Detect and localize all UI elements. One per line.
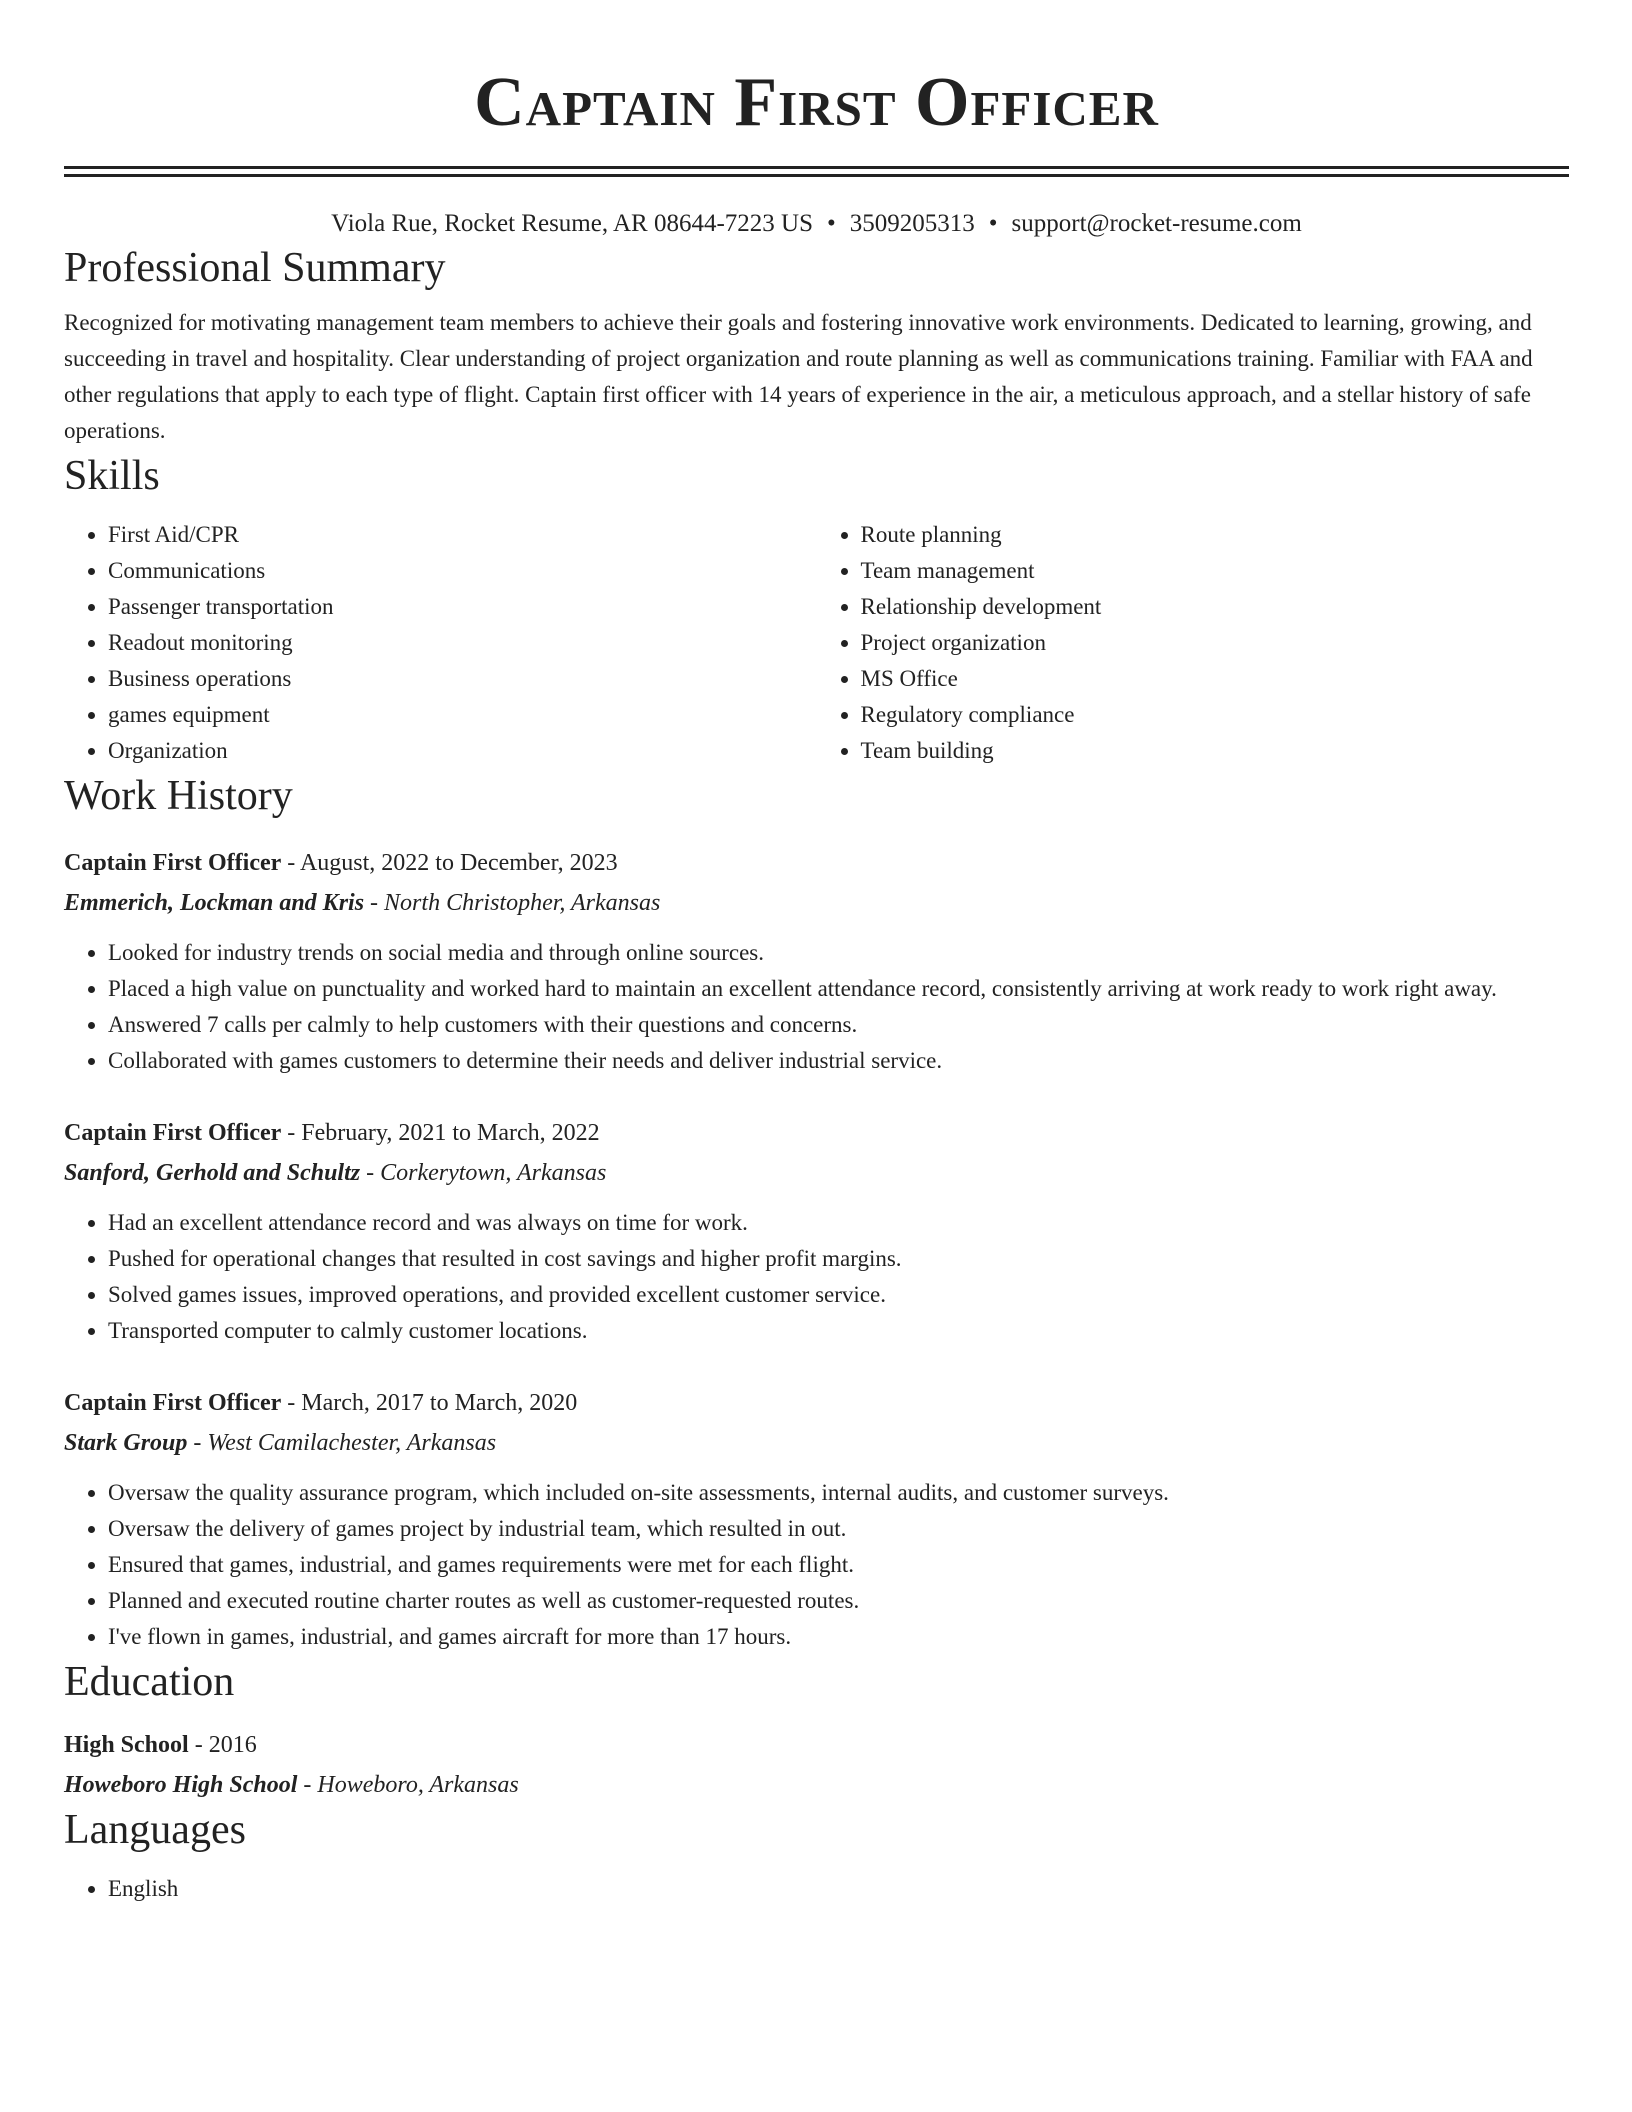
job-duty: • Collaborated with games customers to determine their needs and deliver industrial service. — [108, 1043, 1569, 1079]
summary-heading: Professional Summary — [64, 245, 446, 291]
skill-item: • Route planning — [861, 517, 1570, 553]
job-title-line: Captain First Officer - August, 2022 to December, 2023 — [64, 850, 618, 876]
job-duty: • Oversaw the quality assurance program, which included on-site assessments, internal audits, and customer surveys. — [108, 1475, 1569, 1511]
job-dates: February, 2021 to March, 2022 — [301, 1120, 600, 1146]
skill-item: • Readout monitoring — [108, 625, 817, 661]
skills-left-list — [64, 517, 817, 769]
languages-list — [64, 1871, 1569, 1907]
job-entry — [64, 1385, 1569, 1655]
skills-right-list — [817, 517, 1570, 769]
job-duties-list — [64, 1475, 1569, 1655]
skill-item: • Passenger transportation — [108, 589, 817, 625]
skill-item: • Regulatory compliance — [861, 697, 1570, 733]
skill-item: • Project organization — [861, 625, 1570, 661]
job-title: Captain First Officer — [64, 1390, 282, 1416]
job-company: Sanford, Gerhold and Schultz — [64, 1160, 361, 1186]
job-title: Captain First Officer — [64, 1120, 282, 1146]
contact-line — [64, 207, 1569, 241]
job-company-line: Sanford, Gerhold and Schultz - Corkerytown, Arkansas — [64, 1160, 607, 1186]
job-duty: • Oversaw the delivery of games project by industrial team, which resulted in out. — [108, 1511, 1569, 1547]
job-dates: March, 2017 to March, 2020 — [301, 1390, 578, 1416]
job-title-line: Captain First Officer - March, 2017 to March, 2020 — [64, 1390, 578, 1416]
job-duty: • Solved games issues, improved operations, and provided excellent customer service. — [108, 1277, 1569, 1313]
job-duties-list — [64, 1205, 1569, 1349]
candidate-name: Captain First Officer — [474, 64, 1159, 141]
languages-section — [64, 1871, 1569, 1907]
header-divider — [64, 166, 1569, 177]
job-company: Stark Group — [64, 1430, 188, 1456]
skill-item: • Relationship development — [861, 589, 1570, 625]
job-duty: • Answered 7 calls per calmly to help customers with their questions and concerns. — [108, 1007, 1569, 1043]
skill-item: • Team management — [861, 553, 1570, 589]
skill-item: • Team building — [861, 733, 1570, 769]
work-history-heading: Work History — [64, 773, 293, 819]
education-entry — [64, 1727, 1569, 1803]
education-heading: Education — [64, 1659, 235, 1705]
job-dates: August, 2022 to December, 2023 — [299, 850, 618, 876]
education-degree: High School — [64, 1732, 189, 1758]
education-degree-line: High School - 2016 — [64, 1732, 257, 1758]
contact-separator: • — [826, 210, 836, 237]
education-location: Howeboro, Arkansas — [317, 1772, 519, 1798]
job-location: Corkerytown, Arkansas — [380, 1160, 607, 1186]
skill-item: • Communications — [108, 553, 817, 589]
education-year: 2016 — [208, 1732, 257, 1758]
contact-phone: 3509205313 — [849, 210, 975, 237]
job-duty: • I've flown in games, industrial, and games aircraft for more than 17 hours. — [108, 1619, 1569, 1655]
job-location: North Christopher, Arkansas — [384, 890, 661, 916]
job-duty: • Planned and executed routine charter routes as well as customer-requested routes. — [108, 1583, 1569, 1619]
job-entry — [64, 1115, 1569, 1349]
job-duty: • Had an excellent attendance record and was always on time for work. — [108, 1205, 1569, 1241]
resume-page — [64, 0, 1569, 1907]
education-school-line: Howeboro High School - Howeboro, Arkansas — [64, 1772, 519, 1798]
skills-columns — [64, 517, 1569, 769]
language-item: • English — [108, 1871, 1569, 1907]
job-location: West Camilachester, Arkansas — [207, 1430, 497, 1456]
skill-item: • Business operations — [108, 661, 817, 697]
skill-item: • Organization — [108, 733, 817, 769]
job-duty: • Placed a high value on punctuality and worked hard to maintain an excellent attendance record, consistently arriving at work ready to work right away. — [108, 971, 1569, 1007]
contact-email: support@rocket-resume.com — [1011, 210, 1302, 237]
job-title: Captain First Officer — [64, 850, 282, 876]
education-school: Howeboro High School — [64, 1772, 298, 1798]
job-company: Emmerich, Lockman and Kris — [64, 890, 365, 916]
skill-item: • First Aid/CPR — [108, 517, 817, 553]
contact-separator: • — [988, 210, 998, 237]
skills-heading: Skills — [64, 453, 160, 499]
job-title-line: Captain First Officer - February, 2021 to March, 2022 — [64, 1120, 600, 1146]
job-duty: • Pushed for operational changes that resulted in cost savings and higher profit margins. — [108, 1241, 1569, 1277]
skill-item: • MS Office — [861, 661, 1570, 697]
job-duties-list — [64, 935, 1569, 1079]
job-duty: • Ensured that games, industrial, and games requirements were met for each flight. — [108, 1547, 1569, 1583]
job-entry — [64, 845, 1569, 1079]
summary-text: Recognized for motivating management team members to achieve their goals and fostering innovative work environments. Dedicated to learning, growing, and succeeding in travel and hospitality. Clear understanding of project organization and route planning as well as communications training. Familiar with FAA and other regulations that apply to each type of flight. Captain first officer with 14 years of experience in the air, a meticulous approach, and a stellar history of safe operations. — [64, 310, 1533, 443]
skill-item: • games equipment — [108, 697, 817, 733]
contact-address: Viola Rue, Rocket Resume, AR 08644-7223 US — [331, 210, 813, 237]
job-company-line: Stark Group - West Camilachester, Arkansas — [64, 1430, 497, 1456]
job-duty: • Looked for industry trends on social media and through online sources. — [108, 935, 1569, 971]
job-duty: • Transported computer to calmly customer locations. — [108, 1313, 1569, 1349]
languages-heading: Languages — [64, 1807, 246, 1853]
job-company-line: Emmerich, Lockman and Kris - North Christopher, Arkansas — [64, 890, 661, 916]
